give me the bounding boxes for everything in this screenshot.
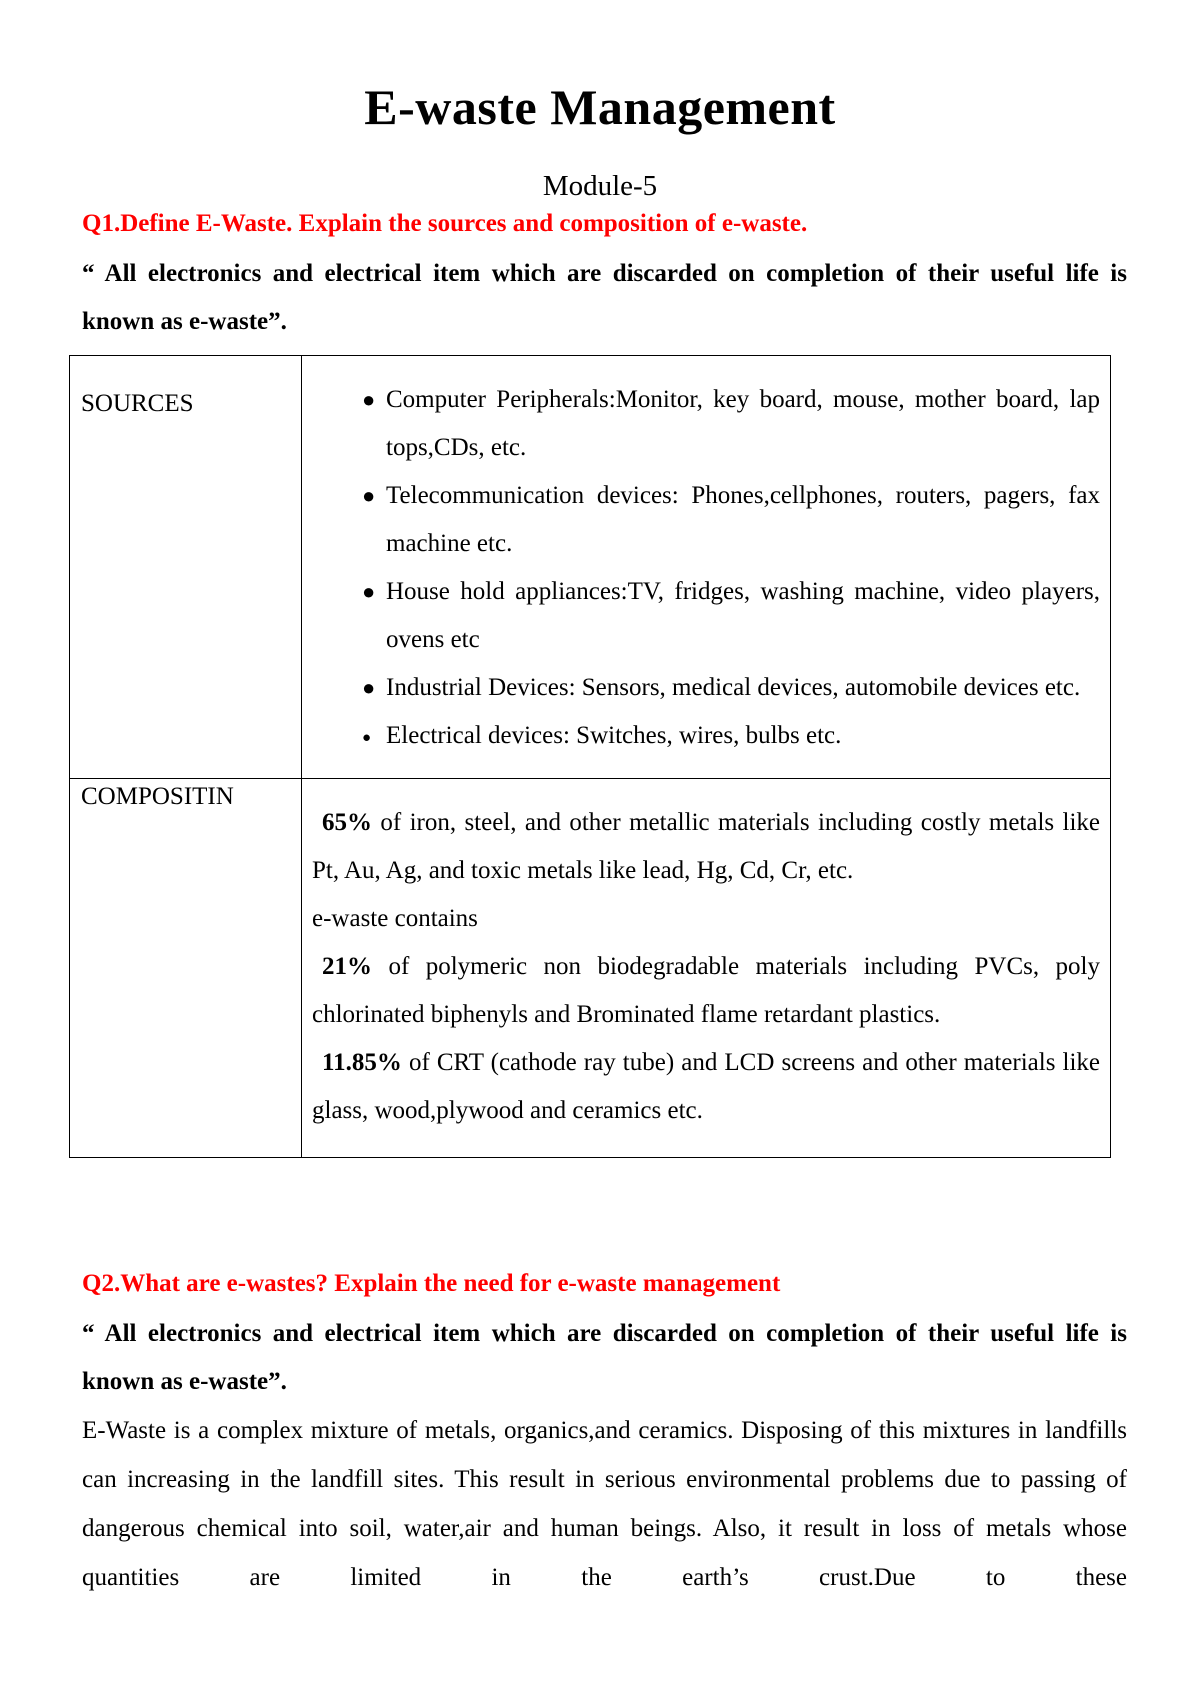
body-paragraph: E-Waste is a complex mixture of metals, organics,and ceramics. Disposing of this mixtures in landfills can increasing in the landfill sites. This result in serious environmental problems due to passing of dangerous chemical into soil, water,air and human beings. Also, it result in loss of metals whose quantities are limited in the earth’s crust.Due to these — [82, 1417, 1127, 1591]
list-item — [356, 664, 1100, 712]
list-item — [356, 568, 1100, 664]
composition-item-3 — [312, 1039, 1100, 1135]
sources-list — [356, 376, 1100, 760]
list-item — [356, 712, 1100, 760]
definition-2: “ All electronics and electrical item which are discarded on completion of their useful life is known as e-waste”. — [82, 1320, 1127, 1395]
table-row-composition — [70, 779, 1111, 1158]
composition-item-2 — [312, 943, 1100, 1039]
question-1: Q1.Define E-Waste. Explain the sources and composition of e-waste. — [82, 210, 808, 237]
bullet-icon: ● — [362, 675, 376, 700]
sources-composition-table — [69, 355, 1111, 1158]
composition-cell — [302, 779, 1111, 1158]
bullet-icon: ● — [362, 579, 376, 604]
percentage-value: 21% — [322, 953, 372, 980]
list-item — [356, 376, 1100, 472]
bullet-icon: ● — [362, 483, 376, 508]
list-item — [356, 472, 1100, 568]
source-text: Computer Peripherals:Monitor, key board, mouse, mother board, lap tops,CDs, etc. — [386, 386, 1100, 461]
source-text: Electrical devices: Switches, wires, bulbs etc. — [386, 722, 842, 749]
composition-text: of CRT (cathode ray tube) and LCD screens and other materials like glass, wood,plywood and ceramics etc. — [312, 1049, 1100, 1124]
source-text: Industrial Devices: Sensors, medical devices, automobile devices etc. — [386, 674, 1081, 701]
source-text: Telecommunication devices: Phones,cellphones, routers, pagers, fax machine etc. — [386, 482, 1100, 557]
document-title: E-waste Management — [364, 79, 836, 135]
question-2: Q2.What are e-wastes? Explain the need for e-waste management — [82, 1270, 781, 1297]
source-text: House hold appliances:TV, fridges, washing machine, video players, ovens etc — [386, 578, 1100, 653]
sources-cell — [302, 356, 1111, 779]
composition-text: of polymeric non biodegradable materials including PVCs, poly chlorinated biphenyls and Brominated flame retardant plastics. — [312, 953, 1100, 1028]
sources-label: SOURCES — [70, 356, 302, 779]
composition-item-1 — [312, 799, 1100, 895]
bullet-icon: ● — [362, 730, 372, 746]
module-heading: Module-5 — [542, 170, 658, 202]
percentage-value: 65% — [322, 809, 372, 836]
composition-label: COMPOSITIN — [70, 779, 302, 1158]
percentage-value: 11.85% — [322, 1049, 402, 1076]
composition-text: of iron, steel, and other metallic materials including costly metals like Pt, Au, Ag, and toxic metals like lead, Hg, Cd, Cr, etc. — [312, 809, 1100, 884]
definition-1: “ All electronics and electrical item which are discarded on completion of their useful life is known as e-waste”. — [82, 260, 1127, 335]
table-row-sources — [70, 356, 1111, 779]
bullet-icon: ● — [362, 387, 376, 412]
composition-intro: e-waste contains — [312, 905, 478, 932]
